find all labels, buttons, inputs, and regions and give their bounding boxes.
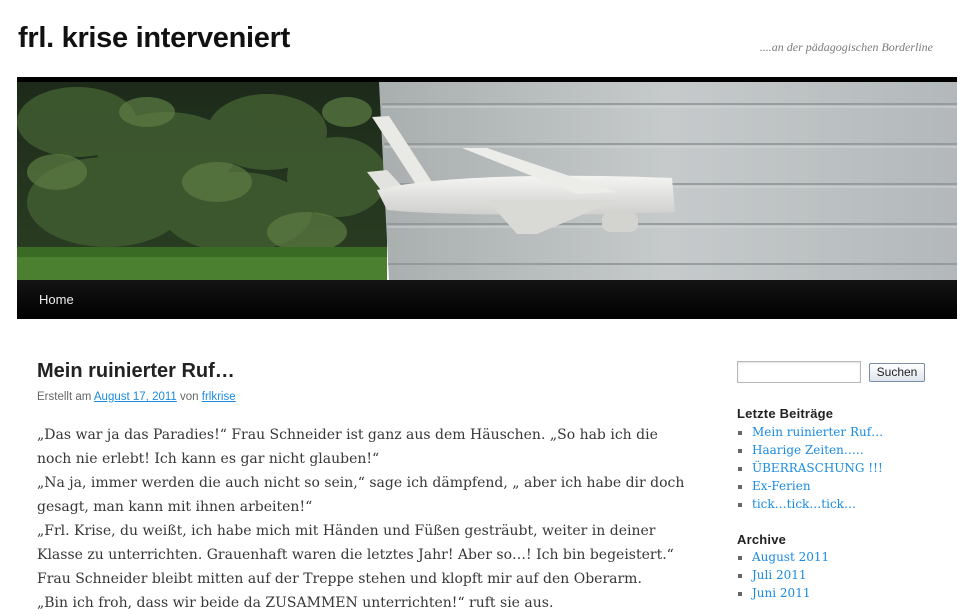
archive-link[interactable]: Juni 2011 <box>752 586 811 600</box>
archive-link[interactable]: August 2011 <box>752 550 830 564</box>
post-paragraph: „Das war ja das Paradies!“ Frau Schneider ist ganz aus dem Häuschen. „So hab ich die noch nie erlebt! Ich kann es gar nicht glauben!“ <box>37 427 658 467</box>
archive-list <box>737 548 829 602</box>
post-paragraph: „Na ja, immer werden die auch nicht so sein,“ sage ich dämpfend, „ aber ich habe dir doch gesagt, man kann mit ihnen arbeiten!“ <box>37 475 685 515</box>
list-item <box>752 423 883 441</box>
recent-post-link[interactable]: ÜBERRASCHUNG !!! <box>752 461 883 475</box>
list-item <box>752 495 883 513</box>
archive-link[interactable]: Juli 2011 <box>752 568 807 582</box>
post-title[interactable]: Mein ruinierter Ruf… <box>37 360 235 382</box>
search-input[interactable] <box>737 361 861 383</box>
post-paragraph: Frau Schneider bleibt mitten auf der Treppe stehen und klopft mir auf den Oberarm. <box>37 571 642 587</box>
recent-post-link[interactable]: Ex-Ferien <box>752 479 811 493</box>
post-meta-by: von <box>180 391 199 403</box>
list-item <box>752 441 883 459</box>
list-item <box>752 459 883 477</box>
main-navigation <box>17 280 957 319</box>
list-item <box>752 566 829 584</box>
nav-item-home[interactable]: Home <box>39 292 74 307</box>
site-description: ....an der pädagogischen Borderline <box>759 40 933 54</box>
list-item <box>752 548 829 566</box>
header-photo-airplane <box>17 82 957 280</box>
recent-post-link[interactable]: Haarige Zeiten….. <box>752 443 864 457</box>
header-image[interactable] <box>17 82 957 280</box>
post-author-link[interactable]: frlkrise <box>201 391 236 403</box>
post-meta-prefix: Erstellt am <box>37 391 92 403</box>
post-date-link[interactable]: August 17, 2011 <box>93 391 177 403</box>
search-button[interactable]: Suchen <box>869 363 925 382</box>
site-title[interactable]: frl. krise interveniert <box>18 22 290 54</box>
recent-post-link[interactable]: tick…tick…tick… <box>752 497 856 511</box>
post-meta <box>37 391 236 403</box>
recent-post-link[interactable]: Mein ruinierter Ruf… <box>752 425 884 439</box>
recent-posts-title: Letzte Beiträge <box>737 406 834 421</box>
recent-posts-list <box>737 423 883 513</box>
archive-title: Archive <box>737 532 787 547</box>
post-content <box>37 423 687 615</box>
list-item <box>752 584 829 602</box>
post-paragraph: „Bin ich froh, dass wir beide da ZUSAMMEN unterrichten!“ ruft sie aus. <box>37 595 554 611</box>
post-paragraph: „Frl. Krise, du weißt, ich habe mich mit Händen und Füßen gesträubt, weiter in deiner Klasse zu unterrichten. Grauenhaft waren die letztes Jahr! Aber so…! Ich bin begeistert.“ <box>37 523 674 563</box>
list-item <box>752 477 883 495</box>
